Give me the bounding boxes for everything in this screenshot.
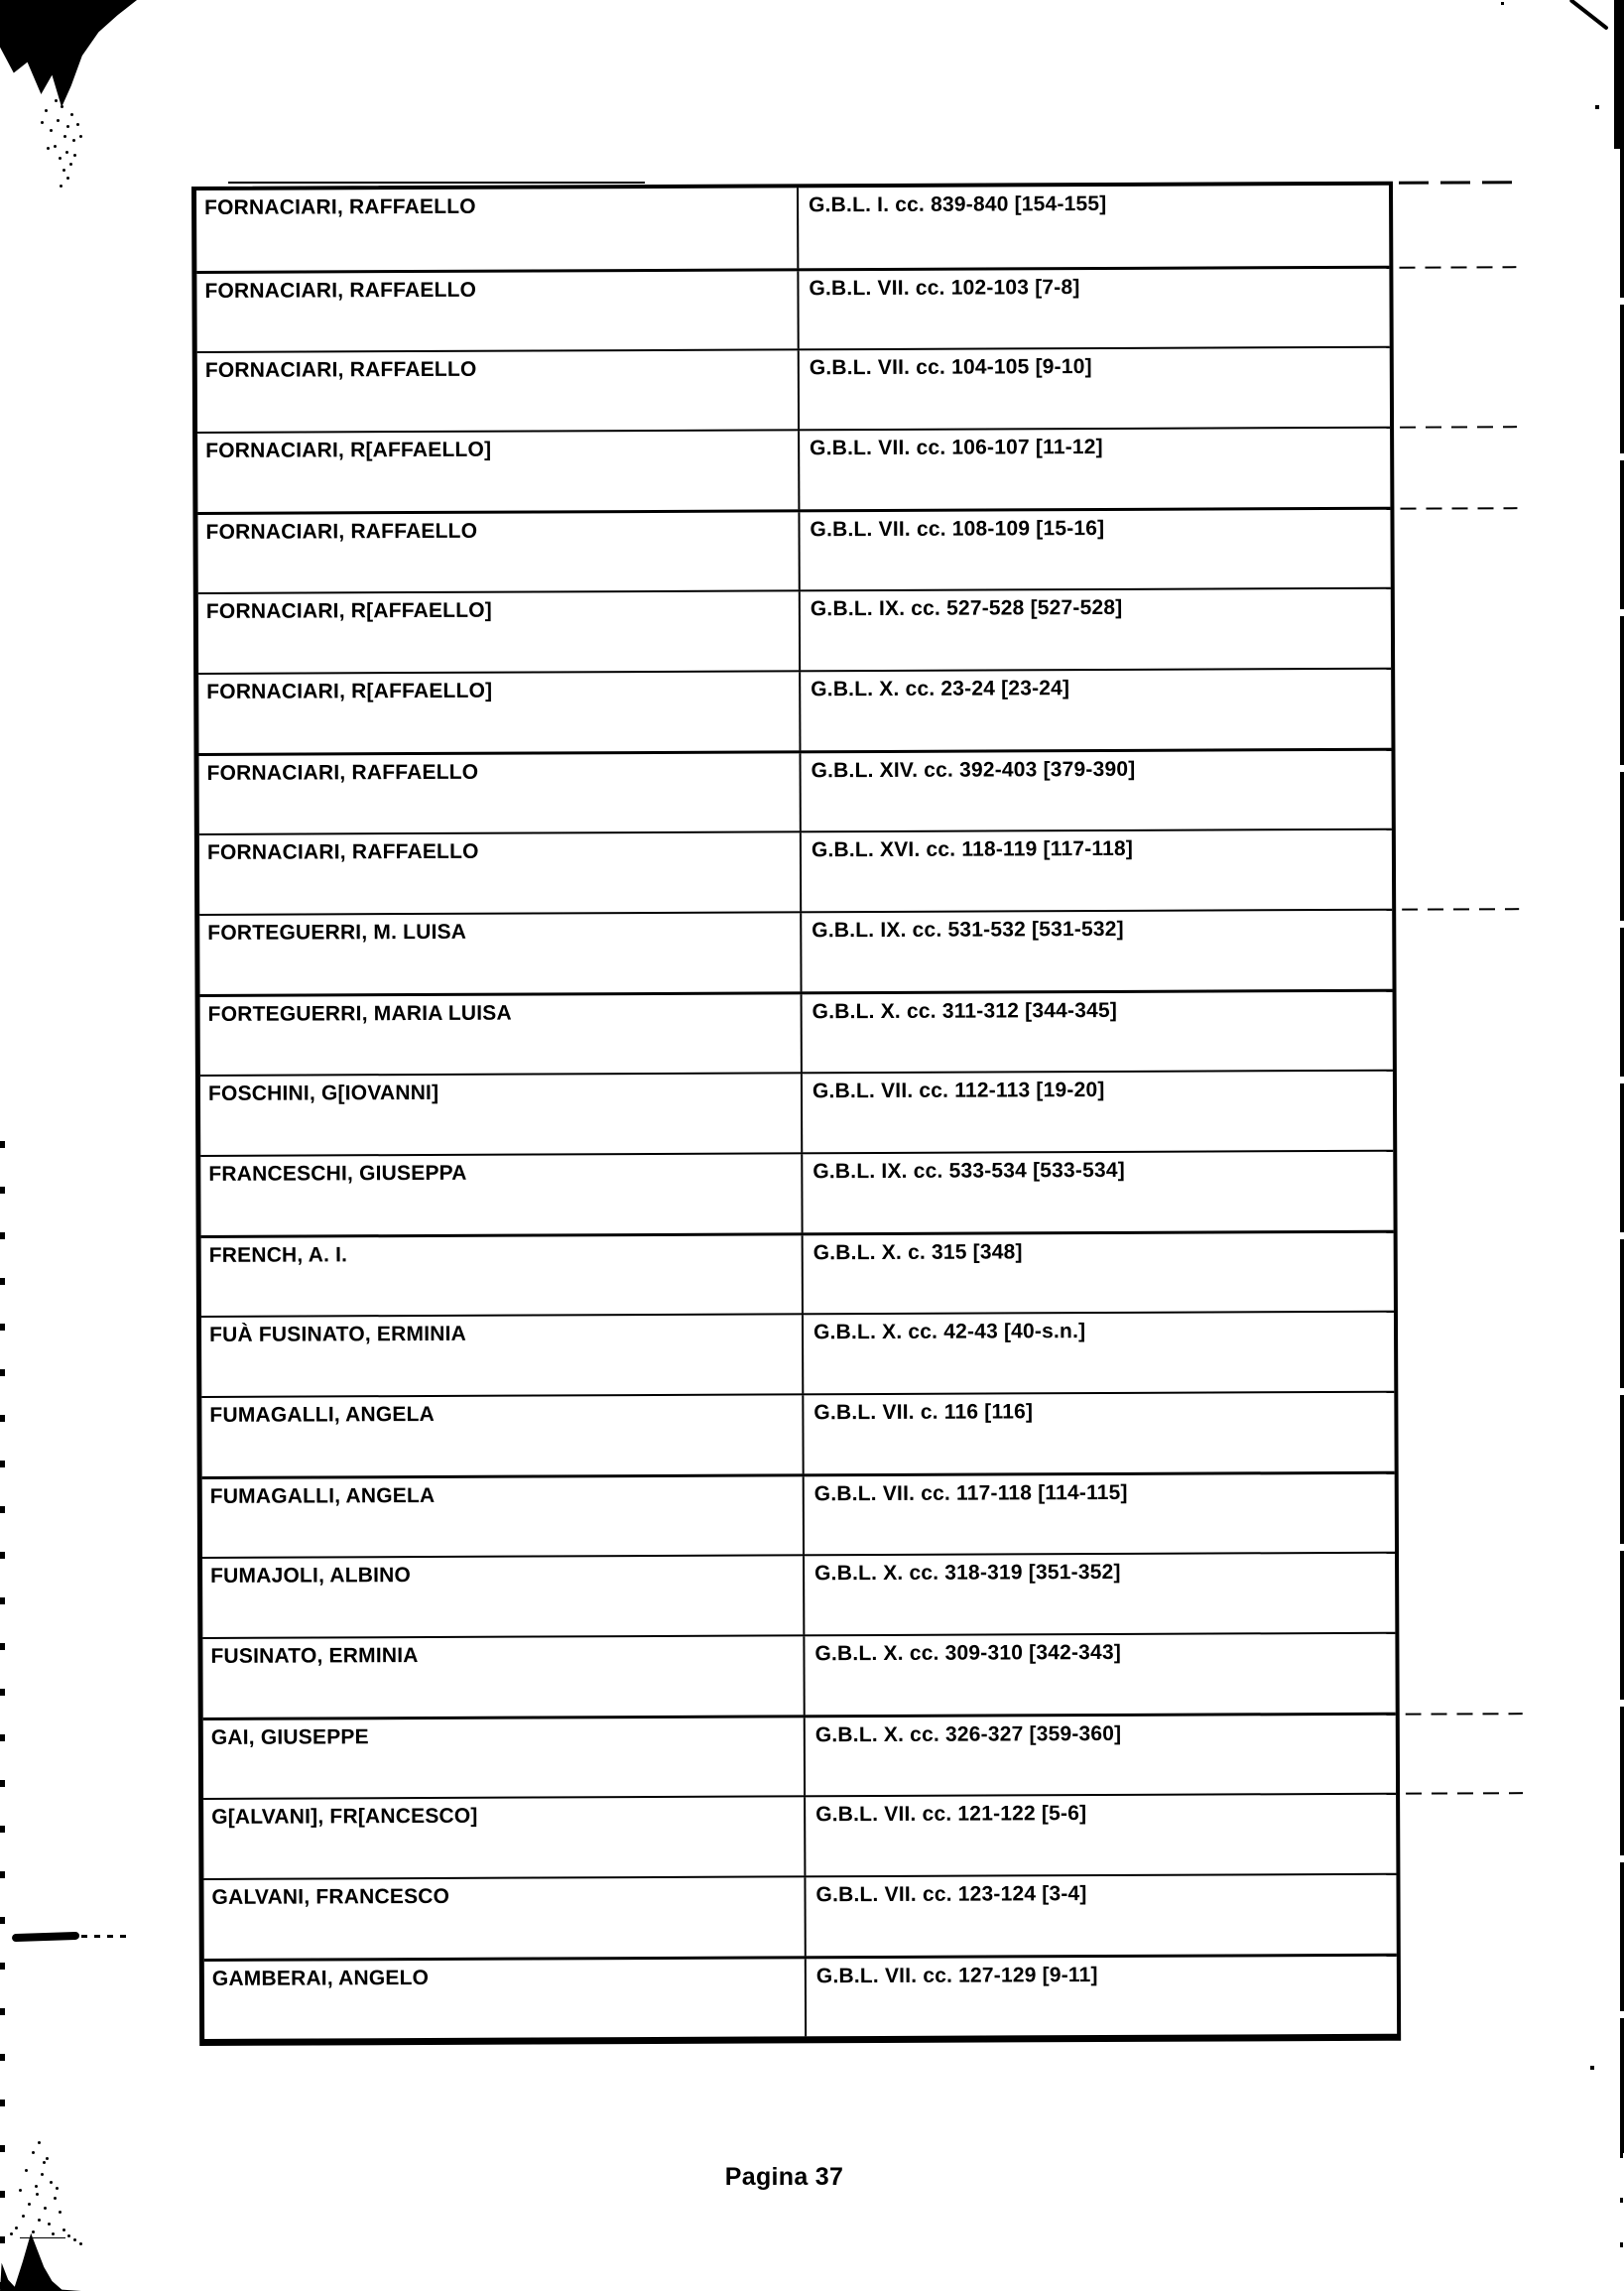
scan-dot bbox=[1590, 2066, 1594, 2070]
name-cell: FORNACIARI, RAFFAELLO bbox=[204, 278, 477, 303]
index-table bbox=[191, 182, 1401, 2046]
table-row bbox=[202, 1471, 1395, 1557]
reference-cell: G.B.L. IX. cc. 527-528 [527-528] bbox=[799, 589, 1391, 671]
table-row bbox=[197, 346, 1390, 432]
name-cell: FUMAGALLI, ANGELA bbox=[209, 1483, 436, 1508]
page-number: Pagina 37 bbox=[724, 2163, 844, 2191]
reference-cell: G.B.L. X. cc. 311-312 [344-345] bbox=[801, 992, 1393, 1073]
pen-mark-left-tail bbox=[81, 1935, 129, 1938]
name-cell: FORNACIARI, RAFFAELLO bbox=[206, 760, 479, 785]
name-cell: FORTEGUERRI, M. LUISA bbox=[207, 920, 467, 945]
name-cell: FUÀ FUSINATO, ERMINIA bbox=[209, 1322, 467, 1346]
name-cell: FUMAGALLI, ANGELA bbox=[209, 1402, 436, 1427]
reference-cell: G.B.L. VII. cc. 127-129 [9-11] bbox=[805, 1957, 1397, 2037]
reference-cell: G.B.L. VII. cc. 121-122 [5-6] bbox=[804, 1795, 1396, 1876]
table-row bbox=[198, 668, 1391, 753]
reference-cell: G.B.L. IX. cc. 533-534 [533-534] bbox=[801, 1152, 1393, 1233]
reference-cell: G.B.L. X. cc. 326-327 [359-360] bbox=[804, 1716, 1396, 1796]
table-row bbox=[203, 1873, 1396, 1959]
name-cell: FORNACIARI, R[AFFAELLO] bbox=[206, 679, 493, 703]
table-row bbox=[201, 1311, 1394, 1396]
table-row bbox=[196, 266, 1389, 351]
reference-cell: G.B.L. IX. cc. 531-532 [531-532] bbox=[800, 911, 1392, 992]
scan-dot bbox=[1595, 105, 1599, 109]
table-row bbox=[196, 186, 1389, 271]
name-cell: FORNACIARI, RAFFAELLO bbox=[204, 357, 477, 382]
reference-cell: G.B.L. VII. c. 116 [116] bbox=[802, 1393, 1394, 1474]
scan-left-dashes bbox=[0, 1141, 5, 2291]
name-cell: GAI, GIUSEPPE bbox=[210, 1725, 369, 1749]
table-row bbox=[199, 828, 1392, 914]
reference-cell: G.B.L. VII. cc. 106-107 [11-12] bbox=[798, 429, 1390, 510]
table-row bbox=[201, 1230, 1394, 1316]
scan-edge-strip bbox=[1620, 149, 1624, 2153]
reference-cell: G.B.L. VII. cc. 112-113 [19-20] bbox=[801, 1072, 1393, 1153]
reference-cell: G.B.L. XIV. cc. 392-403 [379-390] bbox=[799, 751, 1391, 831]
scan-hairline bbox=[20, 2237, 65, 2238]
pen-stroke-topright bbox=[1569, 0, 1609, 31]
reference-cell: G.B.L. XVI. cc. 118-119 [117-118] bbox=[800, 830, 1392, 912]
table-row bbox=[200, 1070, 1393, 1155]
table-row bbox=[202, 1552, 1395, 1637]
table-row bbox=[197, 507, 1390, 592]
name-cell: FORNACIARI, RAFFAELLO bbox=[204, 194, 476, 219]
reference-cell: G.B.L. X. cc. 309-310 [342-343] bbox=[803, 1634, 1395, 1716]
reference-cell: G.B.L. VII. cc. 117-118 [114-115] bbox=[803, 1474, 1395, 1555]
name-cell: FUSINATO, ERMINIA bbox=[210, 1644, 419, 1668]
name-cell: FORNACIARI, R[AFFAELLO] bbox=[205, 598, 492, 623]
table-row bbox=[200, 1150, 1393, 1235]
reference-cell: G.B.L. I. cc. 839-840 [154-155] bbox=[797, 186, 1389, 269]
scan-dot bbox=[1501, 2, 1504, 5]
scan-edge-strip-top bbox=[1614, 0, 1624, 149]
name-cell: FORNACIARI, R[AFFAELLO] bbox=[205, 438, 492, 462]
pen-mark-left bbox=[12, 1932, 79, 1942]
reference-cell: G.B.L. X. cc. 318-319 [351-352] bbox=[803, 1554, 1395, 1635]
table-row bbox=[197, 427, 1390, 512]
table-row bbox=[202, 1632, 1395, 1718]
reference-cell: G.B.L. VII. cc. 123-124 [3-4] bbox=[804, 1875, 1396, 1957]
scan-smudge-topleft bbox=[0, 0, 137, 107]
reference-cell: G.B.L. VII. cc. 104-105 [9-10] bbox=[798, 348, 1390, 430]
reference-cell: G.B.L. X. cc. 23-24 [23-24] bbox=[799, 670, 1391, 751]
table-row bbox=[204, 1954, 1397, 2039]
table-row bbox=[198, 748, 1391, 833]
name-cell: FRENCH, A. I. bbox=[208, 1243, 348, 1267]
name-cell: GALVANI, FRANCESCO bbox=[211, 1884, 450, 1909]
name-cell: FUMAJOLI, ALBINO bbox=[210, 1564, 412, 1588]
reference-cell: G.B.L. VII. cc. 108-109 [15-16] bbox=[798, 510, 1390, 590]
scan-speckles-topleft bbox=[55, 99, 58, 102]
table-row bbox=[203, 1713, 1396, 1798]
name-cell: FORNACIARI, RAFFAELLO bbox=[206, 839, 479, 864]
name-cell: GAMBERAI, ANGELO bbox=[211, 1966, 430, 1990]
table-row bbox=[198, 587, 1391, 673]
name-cell: FORTEGUERRI, MARIA LUISA bbox=[207, 1001, 512, 1026]
table-row bbox=[200, 989, 1393, 1075]
name-cell: FOSCHINI, G[IOVANNI] bbox=[207, 1081, 439, 1105]
reference-cell: G.B.L. VII. cc. 102-103 [7-8] bbox=[797, 269, 1389, 349]
table-row bbox=[203, 1793, 1396, 1878]
scan-edge-strip-tail bbox=[1620, 2153, 1623, 2282]
reference-cell: G.B.L. X. cc. 42-43 [40-s.n.] bbox=[802, 1313, 1394, 1394]
name-cell: FRANCESCHI, GIUSEPPA bbox=[208, 1161, 467, 1186]
scan-smudge-bottomleft bbox=[0, 2221, 81, 2291]
table-row bbox=[201, 1391, 1394, 1476]
name-cell: FORNACIARI, RAFFAELLO bbox=[205, 519, 478, 544]
scan-speckles-bottomleft bbox=[38, 2141, 41, 2144]
scan-line-fragment bbox=[228, 182, 645, 184]
name-cell: G[ALVANI], FR[ANCESCO] bbox=[211, 1804, 478, 1829]
reference-cell: G.B.L. X. c. 315 [348] bbox=[802, 1233, 1394, 1314]
table-row bbox=[199, 909, 1392, 994]
